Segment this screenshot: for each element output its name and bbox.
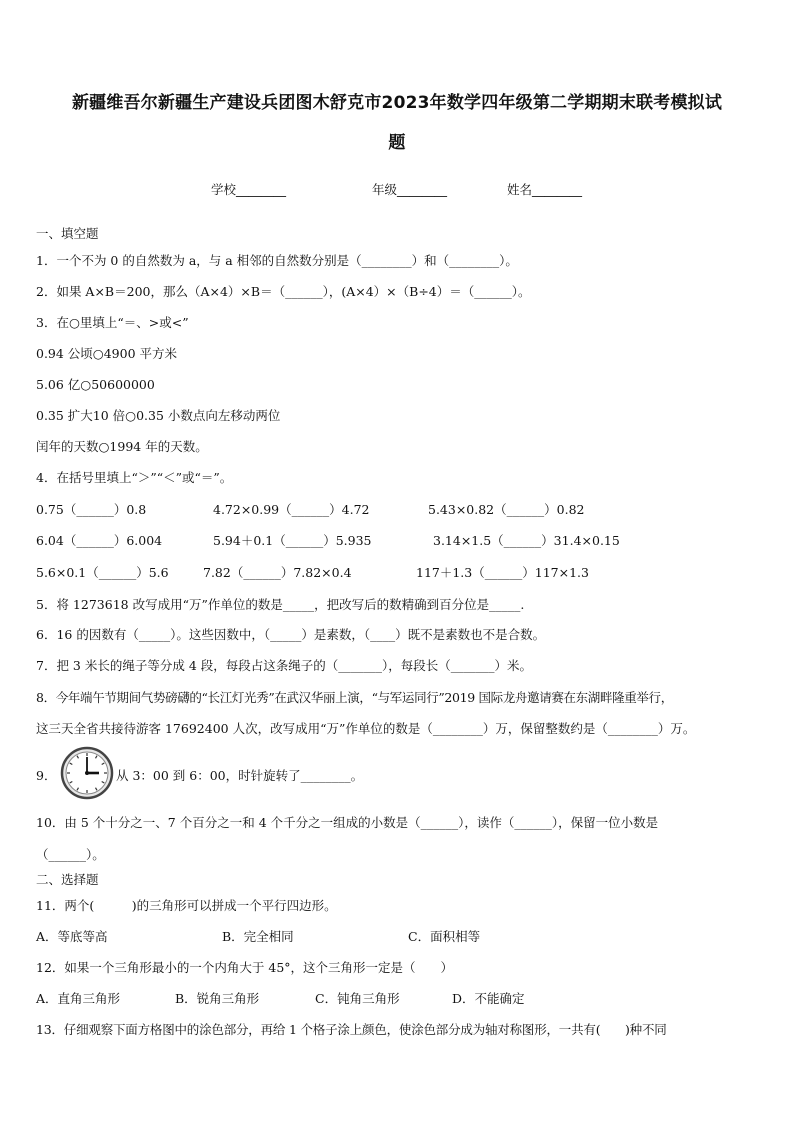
question-8-line2: 这三天全省共接待游客 17692400 人次，改写成用“万”作单位的数是（________）万，保留整数约是（________）万。	[36, 721, 696, 736]
question-4-cell: 6.04（______）6.004	[36, 533, 163, 548]
question-12: 12．如果一个三角形最小的一个内角大于 45°，这个三角形一定是（ ）	[36, 960, 454, 975]
question-3: 3．在○里填上“＝、>或<”	[36, 315, 189, 330]
school-field: 学校________	[211, 182, 287, 197]
question-12-option: C．钝角三角形	[315, 991, 400, 1006]
question-12-option: B．锐角三角形	[175, 991, 260, 1006]
question-4: 4．在括号里填上“＞”“＜”或“＝”。	[36, 470, 233, 485]
question-4-cell: 5.94＋0.1（______）5.935	[213, 533, 372, 548]
question-4-cell: 5.6×0.1（______）5.6	[36, 565, 169, 580]
question-11: 11．两个( )的三角形可以拼成一个平行四边形。	[36, 898, 337, 913]
question-7: 7．把 3 米长的绳子等分成 4 段，每段占这条绳子的（_______），每段长（_______）米。	[36, 658, 533, 673]
question-9-number: 9．	[36, 768, 57, 783]
question-4-cell: 117＋1.3（______）117×1.3	[416, 565, 589, 580]
question-4-cell: 7.82（______）7.82×0.4	[203, 565, 352, 580]
question-3-item: 闰年的天数○1994 年的天数。	[36, 439, 208, 454]
page-title-line1: 新疆维吾尔新疆生产建设兵团图木舒克市2023年数学四年级第二学期期末联考模拟试	[71, 93, 723, 113]
question-5: 5．将 1273618 改写成用“万”作单位的数是_____，把改写后的数精确到百分位是_____.	[36, 597, 525, 612]
question-13: 13．仔细观察下面方格图中的涂色部分，再给 1 个格子涂上颜色，使涂色部分成为轴对称图形，一共有( )种不同	[36, 1022, 667, 1037]
question-12-option: A．直角三角形	[36, 991, 121, 1006]
section-heading-choice: 二、选择题	[36, 872, 99, 887]
question-12-option: D．不能确定	[452, 991, 525, 1006]
question-4-cell: 3.14×1.5（______）31.4×0.15	[433, 533, 620, 548]
question-6: 6．16 的因数有（_____）。这些因数中，（_____）是素数，（____）既不是素数也不是合数。	[36, 627, 546, 642]
clock-icon	[60, 746, 114, 800]
question-11-option: C．面积相等	[408, 929, 481, 944]
question-11-option: A．等底等高	[36, 929, 108, 944]
question-11-option: B．完全相同	[222, 929, 294, 944]
question-3-item: 5.06 亿○50600000	[36, 377, 155, 392]
question-4-cell: 4.72×0.99（______）4.72	[213, 502, 370, 517]
question-3-item: 0.94 公顷○4900 平方米	[36, 346, 177, 361]
grade-field: 年级________	[372, 182, 448, 197]
question-10-line2: （______）。	[36, 847, 105, 862]
name-field: 姓名________	[507, 182, 583, 197]
section-heading-fill: 一、填空题	[36, 226, 99, 241]
question-3-item: 0.35 扩大10 倍○0.35 小数点向左移动两位	[36, 408, 281, 423]
question-4-cell: 5.43×0.82（______）0.82	[428, 502, 585, 517]
question-10-line1: 10．由 5 个十分之一、7 个百分之一和 4 个千分之一组成的小数是（______），读作（______），保留一位小数是	[36, 815, 659, 830]
question-9: 从 3：00 到 6：00，时针旋转了________。	[116, 768, 364, 783]
question-4-cell: 0.75（______）0.8	[36, 502, 147, 517]
question-1: 1．一个不为 0 的自然数为 a，与 a 相邻的自然数分别是（________）和（________）。	[36, 253, 518, 268]
page-title-line2: 题	[388, 133, 406, 153]
question-2: 2．如果 A×B＝200，那么（A×4）×B＝（______），(A×4）×（B÷4）＝（______）。	[36, 284, 531, 299]
question-8-line1: 8．今年端午节期间气势磅礴的“长江灯光秀”在武汉华丽上演，“与军运同行”2019 国际龙舟邀请赛在东湖畔隆重举行，	[36, 690, 673, 705]
